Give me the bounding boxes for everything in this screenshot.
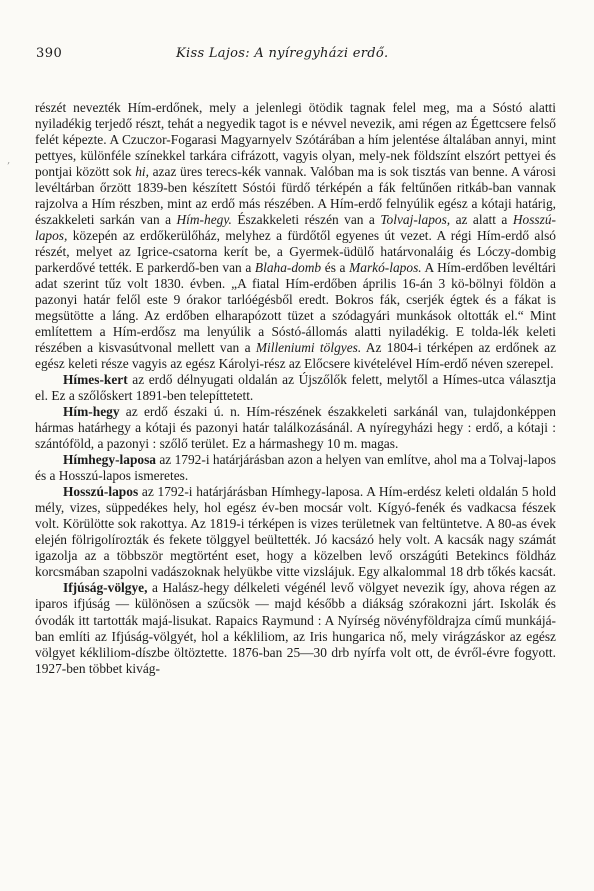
- entry-headword: Hím-hegy: [63, 404, 120, 420]
- text-run: A Hím-erdőben levéltári adat szerint tűz volt 1830. évben. „A fiatal Hím-erdőben április 16-án 3 kö-bölnyi földön a pazonyi határ felől este 9 órakor tarlóégésből eredt. Bokros fák, cserjék égtek és a fákat is megsütötte a láng. Az erdőben elharapózott tüzet a szódagyári munkások oltották el.“ Mint említettem a Hím-erdősz ma lenyúlik a Sóstó-állomás alatti nyiladékig. E tolda-lék keleti részében a kisvasútvonal mellett van a: [35, 260, 556, 356]
- text-run: az erdő délnyugati oldalán az Újszőlők felett, melytől a Hímes-utca választja el. Ez a szőlőskert 1891-ben telepíttetett.: [35, 372, 556, 404]
- page-number: 390: [36, 46, 63, 61]
- text-run: közepén az erdőkerülőház, melyhez a fürdőtől egyenes út vezet. A régi Hím-erdő alsó részét, melyet az Igrice-csatorna kerít be, a Gyermek-üdülő határvonaláig és Lóczy-dombig parkerdővé tették. E parkerdő-ben van a: [35, 228, 556, 276]
- italic-term: Markó-lapos.: [349, 260, 422, 276]
- paragraph: [35, 452, 556, 484]
- text-run: részét nevezték Hím-erdőnek, mely a jelenlegi ötödik tagnak felel meg, ma a Sóstó alatti nyiladékig terjedő részt, tehát a negyedik tagot is e névvel nevezik, ami régen az Égettcsere felső felét képezte. A Czuczor-Fogarasi Magyarnyelv Szótárában a hím jelentése általában annyi, mint pettyes, különféle színekkel tarkára cifrázott, vagyis olyan, mely-nek földszínt elszórt pettyei és pontjai között sok: [35, 100, 556, 180]
- paragraph: [35, 404, 556, 452]
- paragraph: [35, 580, 556, 676]
- running-head: Kiss Lajos: A nyíregyházi erdő.: [176, 46, 389, 61]
- italic-term: Hosszú-lapos,: [35, 212, 556, 244]
- paragraph: [35, 372, 556, 404]
- italic-term: Hím-hegy.: [176, 212, 232, 228]
- paragraph: [35, 100, 556, 372]
- italic-term: Tolvaj-lapos,: [380, 212, 451, 228]
- text-run: Északkeleti részén van a: [231, 212, 381, 228]
- text-run: az 1792-i határjárásban azon a helyen van említve, ahol ma a Tolvaj-lapos és a Hosszú-lapos ismeretes.: [35, 452, 557, 484]
- text-run: az alatt a: [450, 212, 513, 228]
- paragraph: [35, 484, 556, 580]
- entry-headword: Hímhegy-laposa: [63, 452, 156, 468]
- italic-term: hi,: [135, 164, 149, 180]
- margin-mark: ‚: [7, 155, 11, 166]
- text-run: Az 1804-i térképen az erdőnek az egész keleti része vagyis az egész Károlyi-rész az Előcsere kivételével Hím-erdő néven szerepel.: [35, 340, 557, 372]
- text-run: azaz üres terecs-kék vannak. Valóban ma is sok tisztás van benne. A városi levéltárban őrzött 1839-ben készített Sóstói fürdő térképén a fák feltűnően ritkáb-ban vannak rajzolva a Hím részben, mint az erdő más részében. A Hím-erdő felnyúlik egész a kótaji határig, északkeleti sarkán van a: [35, 164, 557, 228]
- body-text: [35, 100, 556, 677]
- text-run: a Halász-hegy délkeleti végénél levő völgyet nevezik így, ahova régen az iparos ifjúság — különösen a szűcsök — majd később a diákság szórakozni járt. Iskolák és óvodák itt tartották majá-lisukat. Rapaics Raymund : A Nyírség növényföldrajza című munkájá-ban említi az Ifjúság-völgyét, hol a kékliliom, az Iris hungarica nő, mely virágzáskor az egész völgyet kékliliom-díszbe öltöztette. 1876-ban 25—30 drb nyírfa volt ott, de évről-évre fogyott. 1927-ben többet kivág-: [35, 580, 556, 676]
- italic-term: Blaha-domb: [254, 260, 322, 276]
- text-run: az erdő északi ú. n. Hím-részének északkeleti sarkánál van, tulajdonképpen hármas határhegy a kótaji és pazonyi határ találkozásánál. A nyíregyházi hegy : erdő, a kótaji : szántóföld, a pazonyi : szőlő terület. Ez a hármashegy 10 m. magas.: [35, 404, 556, 452]
- text-run: az 1792-i határjárásban Hímhegy-laposa. A Hím-erdész keleti oldalán 5 hold mély, vizes, süppedékes hely, hol egész év-ben mocsár volt. Kígyó-fenék és vadkacsa fészek volt. Körülötte sok rakottya. Az 1819-i térképen is vizes területnek van feltüntetve. A 80-as évek elején fölrigolírozták és fekete tölggyel beültették. Jó kacsázó hely volt. A kacsák nagy számát igazolja az a többször megtörtént eset, hogy a közelben levő országúti Betekincs földház korcsmában szapolni vadászoknak helyükbe vitte vizslájuk. Egy alkalommal 18 drb tőkés kacsát.: [35, 484, 556, 580]
- text-run: és a: [321, 260, 350, 276]
- italic-term: Milleniumi tölgyes.: [255, 340, 362, 356]
- entry-headword: Hímes-kert: [63, 372, 128, 388]
- entry-headword: Ifjúság-völgye,: [63, 580, 148, 596]
- page-header: [36, 46, 558, 66]
- entry-headword: Hosszú-lapos: [63, 484, 139, 500]
